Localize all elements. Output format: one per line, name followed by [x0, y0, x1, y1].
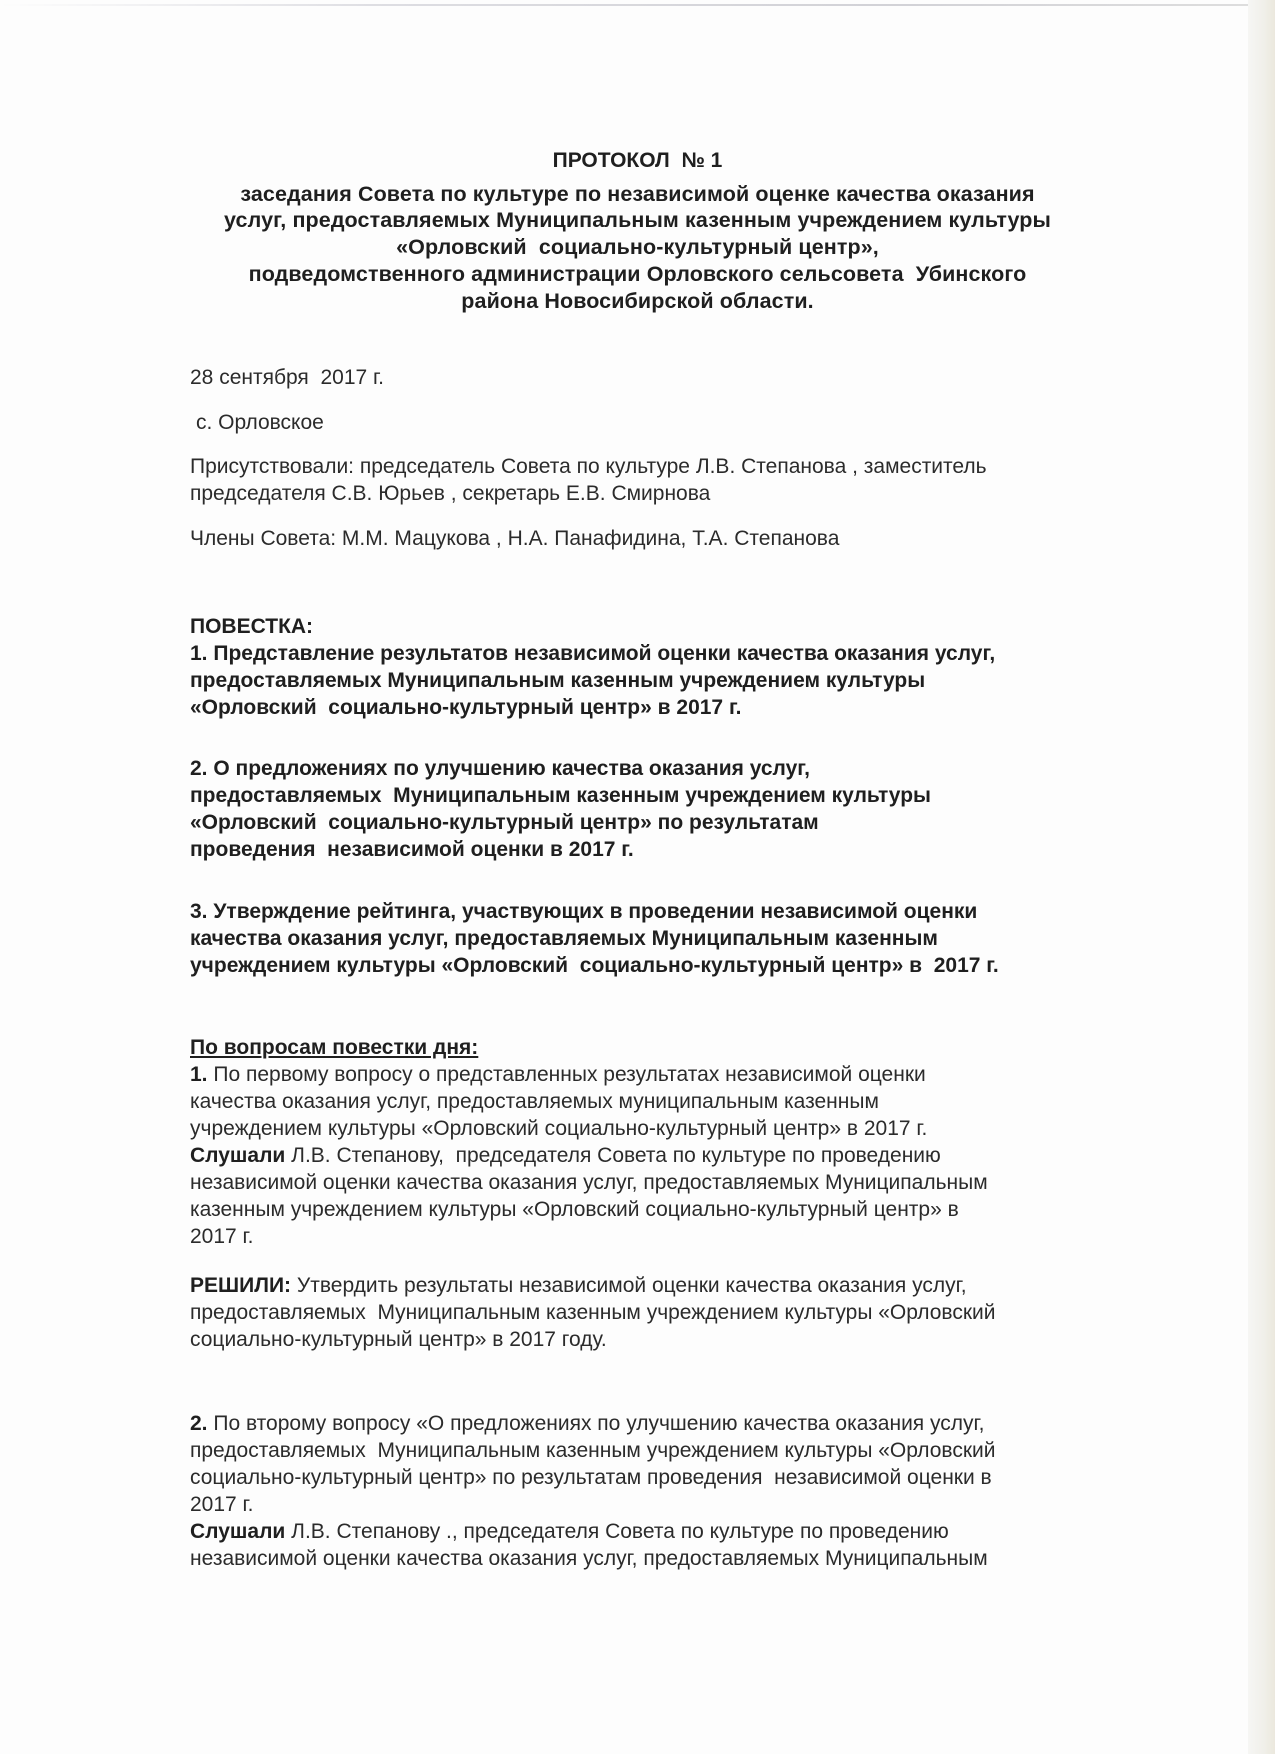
- q1-text: По первому вопросу о представленных результатах независимой оценки: [207, 1063, 926, 1086]
- subtitle-line: заседания Совета по культуре по независимой оценке качества оказания: [240, 182, 1035, 206]
- q1-decided-line: [190, 1272, 967, 1300]
- agenda-item-line: «Орловский социально-культурный центр» по результатам: [190, 811, 819, 834]
- heard-label: Слушали: [190, 1144, 286, 1167]
- discussion-heading: По вопросам повестки дня:: [190, 1036, 479, 1059]
- heard-text: Л.В. Степанову, председателя Совета по культуре по проведению: [285, 1144, 941, 1167]
- discussion-line: казенным учреждением культуры «Орловский социально-культурный центр» в: [190, 1198, 959, 1221]
- discussion-line: независимой оценки качества оказания услуг, предоставляемых Муниципальным: [190, 1171, 988, 1194]
- discussion-line: предоставляемых Муниципальным казенным учреждением культуры «Орловский: [190, 1439, 996, 1462]
- q1-number: 1.: [190, 1063, 208, 1086]
- discussion-q2-first-line: [190, 1410, 984, 1438]
- decided-label: РЕШИЛИ:: [190, 1274, 292, 1297]
- attendees-line: председателя С.В. Юрьев , секретарь Е.В. Смирнова: [190, 482, 711, 505]
- heard-text: Л.В. Степанову ., председателя Совета по культуре по проведению: [285, 1520, 949, 1543]
- council-members: Члены Совета: М.М. Мацукова , Н.А. Панафидина, Т.А. Степанова: [190, 527, 840, 550]
- attendees-line: Присутствовали: председатель Совета по культуре Л.В. Степанова , заместитель: [190, 455, 987, 478]
- scan-top-edge: [0, 4, 1275, 6]
- agenda-item-line: 3. Утверждение рейтинга, участвующих в проведении независимой оценки: [190, 900, 978, 923]
- subtitle-line: района Новосибирской области.: [461, 289, 814, 313]
- q2-number: 2.: [190, 1412, 208, 1435]
- decided-text: Утвердить результаты независимой оценки качества оказания услуг,: [291, 1274, 967, 1297]
- discussion-line: социально-культурный центр» в 2017 году.: [190, 1328, 607, 1351]
- agenda-item-line: «Орловский социально-культурный центр» в 2017 г.: [190, 696, 742, 719]
- agenda-item-line: 2. О предложениях по улучшению качества оказания услуг,: [190, 757, 811, 780]
- subtitle-line: «Орловский социально-культурный центр»,: [396, 235, 879, 259]
- discussion-line: 2017 г.: [190, 1225, 254, 1248]
- meeting-place: с. Орловское: [196, 411, 324, 434]
- agenda-item-line: проведения независимой оценки в 2017 г.: [190, 838, 634, 861]
- subtitle-line: услуг, предоставляемых Муниципальным казенным учреждением культуры: [224, 208, 1051, 232]
- agenda-item-line: 1. Представление результатов независимой оценки качества оказания услуг,: [190, 642, 996, 665]
- meeting-date: 28 сентября 2017 г.: [190, 366, 384, 389]
- q1-heard-line: [190, 1142, 941, 1170]
- discussion-line: качества оказания услуг, предоставляемых муниципальным казенным: [190, 1090, 879, 1113]
- discussion-line: предоставляемых Муниципальным казенным учреждением культуры «Орловский: [190, 1301, 996, 1324]
- agenda-item-line: учреждением культуры «Орловский социально-культурный центр» в 2017 г.: [190, 954, 999, 977]
- discussion-line: социально-культурный центр» по результатам проведения независимой оценки в: [190, 1466, 992, 1489]
- q2-heard-line: [190, 1518, 949, 1546]
- q2-text: По второму вопросу «О предложениях по улучшению качества оказания услуг,: [207, 1412, 985, 1435]
- discussion-line: учреждением культуры «Орловский социально-культурный центр» в 2017 г.: [190, 1117, 928, 1140]
- document-title: ПРОТОКОЛ № 1: [552, 149, 723, 172]
- heard-label: Слушали: [190, 1520, 286, 1543]
- discussion-line: независимой оценки качества оказания услуг, предоставляемых Муниципальным: [190, 1547, 988, 1570]
- discussion-line: 2017 г.: [190, 1493, 254, 1516]
- agenda-item-line: предоставляемых Муниципальным казенным учреждением культуры: [190, 669, 926, 692]
- agenda-item-line: качества оказания услуг, предоставляемых Муниципальным казенным: [190, 927, 938, 950]
- discussion-q1-first-line: [190, 1061, 926, 1089]
- agenda-heading: ПОВЕСТКА:: [190, 615, 314, 638]
- subtitle-line: подведомственного администрации Орловского сельсовета Убинского: [248, 262, 1027, 286]
- agenda-item-line: предоставляемых Муниципальным казенным учреждением культуры: [190, 784, 931, 807]
